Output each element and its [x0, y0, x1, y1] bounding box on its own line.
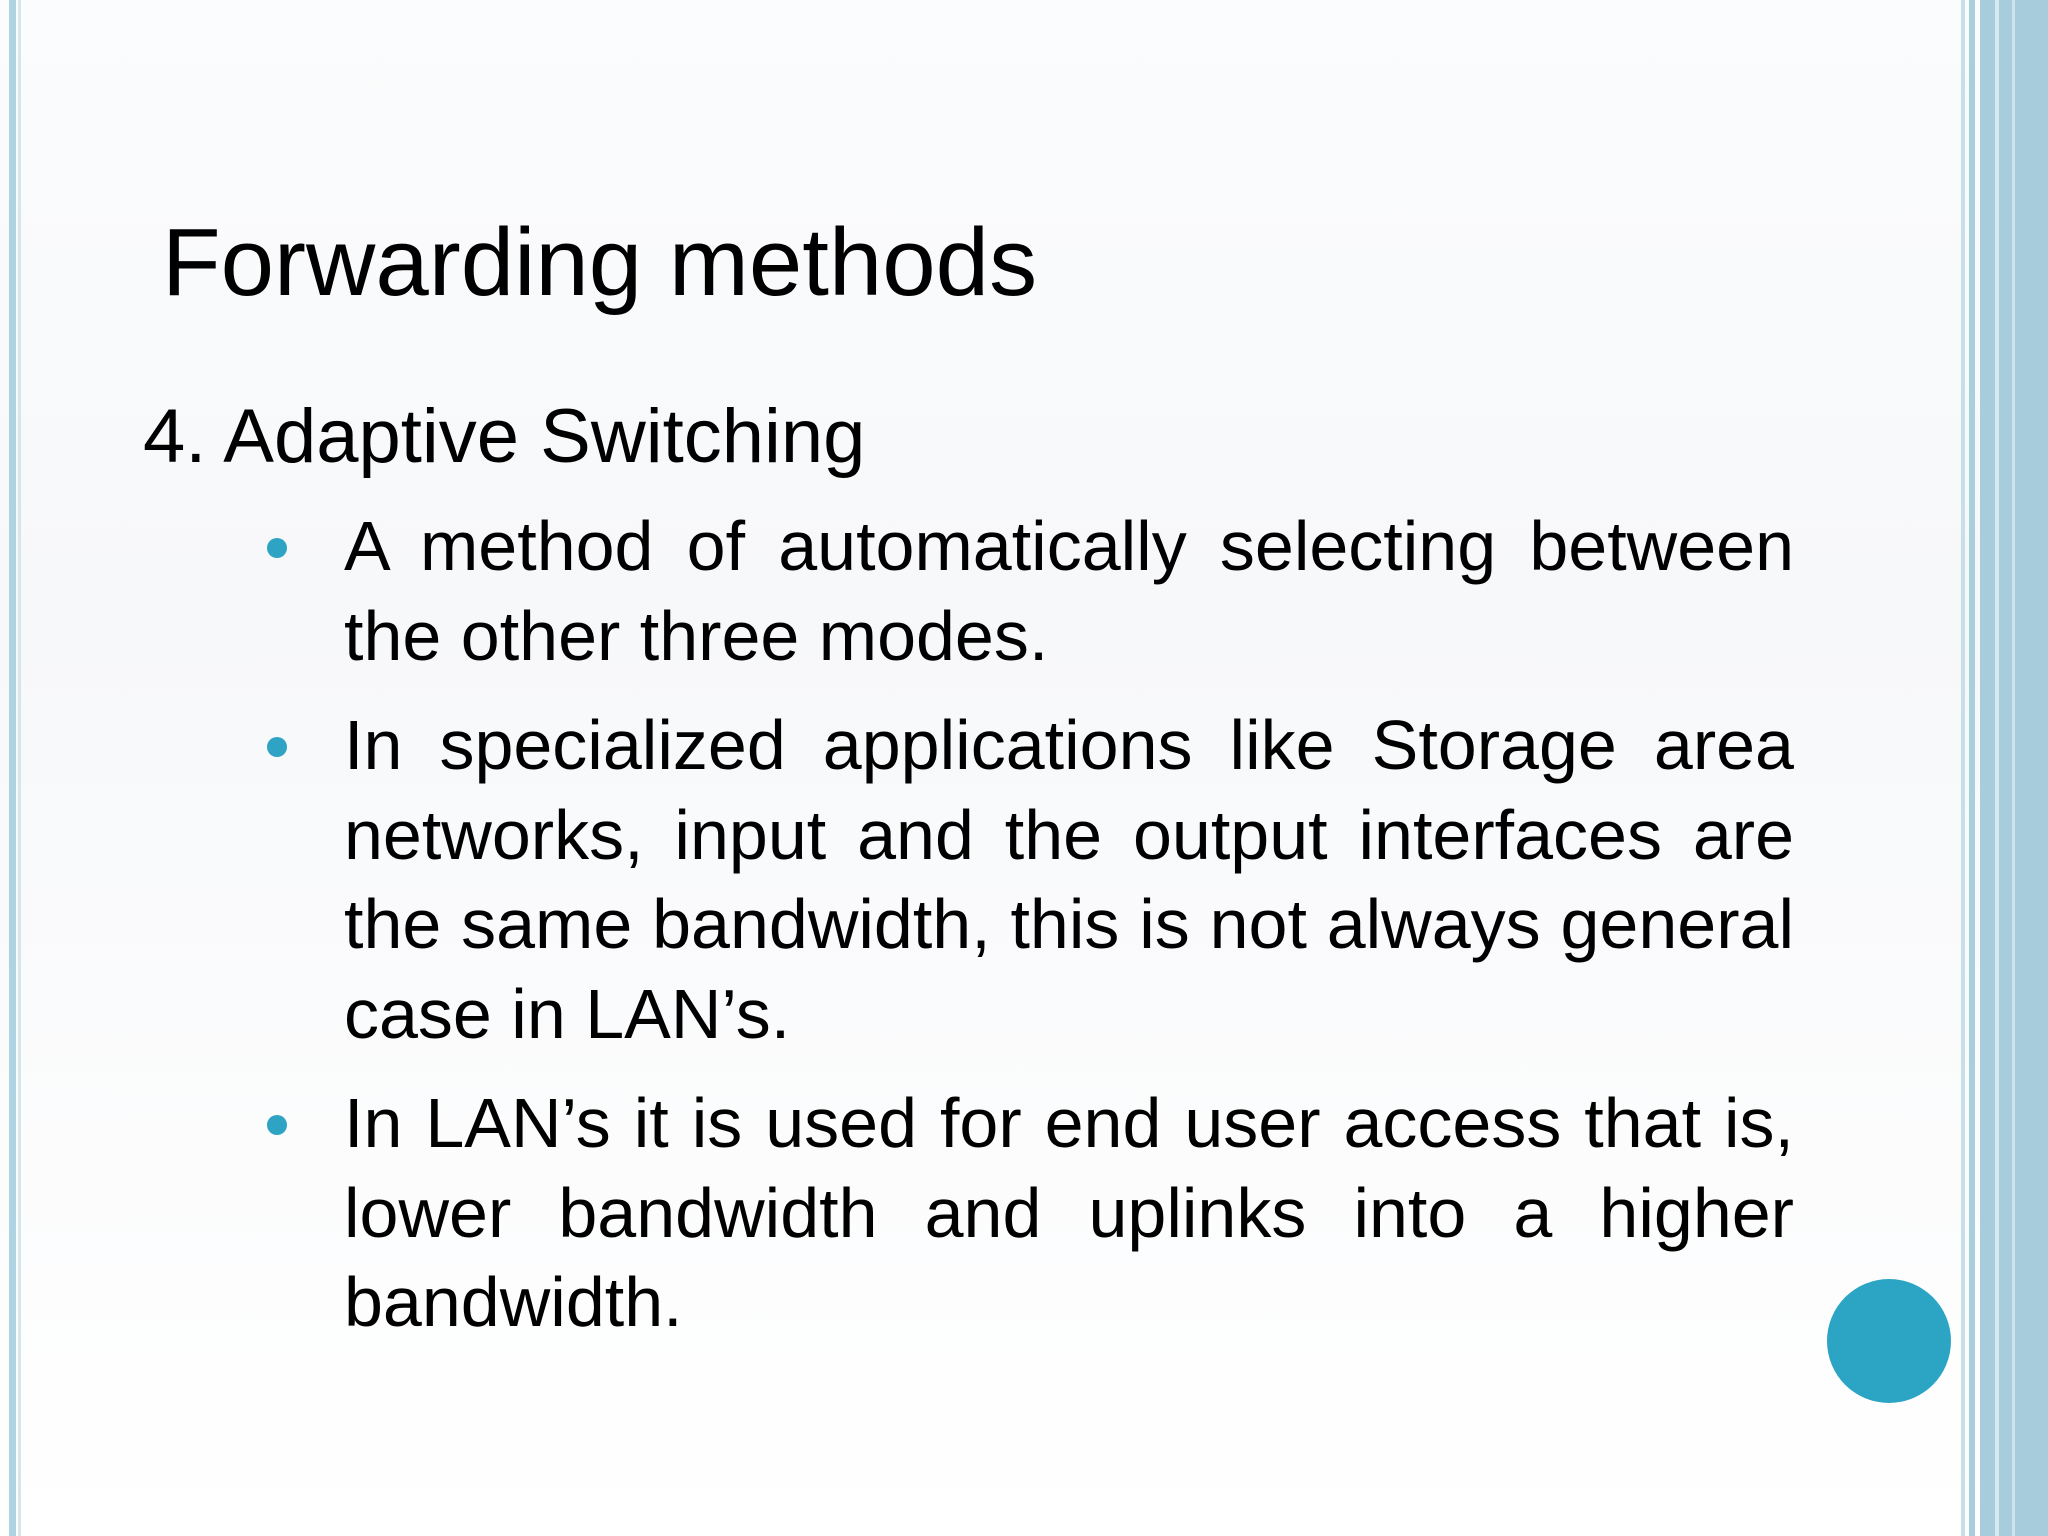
- decorative-circle-icon: [1827, 1279, 1951, 1403]
- bullet-item: [344, 701, 1794, 1059]
- right-border-line: [1961, 0, 1965, 1536]
- bullet-dot-icon: [267, 538, 287, 558]
- bullet-dot-icon: [267, 1115, 287, 1135]
- slide-title: Forwarding methods: [162, 209, 1038, 316]
- bullet-text: A method of automatically selecting between the other three modes.: [344, 507, 1794, 675]
- bullet-text: In LAN’s it is used for end user access that is, lower bandwidth and uplinks into a higher bandwidth.: [344, 1084, 1794, 1341]
- right-border-line: [1969, 0, 1975, 1536]
- right-border-stripe: [2012, 0, 2015, 1536]
- bullet-text: In specialized applications like Storage area networks, input and the output interfaces are the same bandwidth, this is not always general case in LAN’s.: [344, 706, 1794, 1053]
- left-border-line: [9, 0, 16, 1536]
- bullet-item: [344, 1079, 1794, 1348]
- bullet-dot-icon: [267, 737, 287, 757]
- section-heading: 4. Adaptive Switching: [143, 394, 866, 479]
- bullet-list: [344, 502, 1794, 1368]
- left-border-line-inner: [18, 0, 21, 1536]
- bullet-item: [344, 502, 1794, 681]
- right-border-stripe: [1995, 0, 1999, 1536]
